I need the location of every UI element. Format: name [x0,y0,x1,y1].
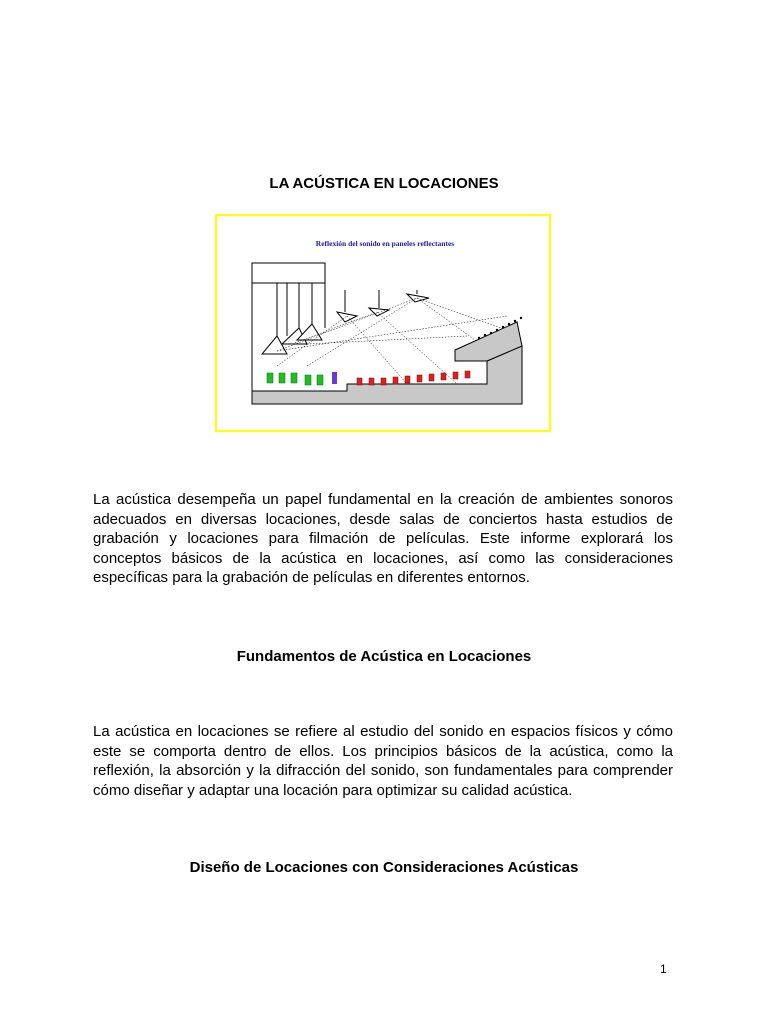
conductor [332,372,337,384]
fundamentos-paragraph: La acústica en locaciones se refiere al estudio del sonido en espacios físicos y cómo este se comporta dentro de ellos. Los principios básicos de la acústica, como la reflexión, la absorción y la difracción del sonido, son fundamentales para comprender cómo diseñar y adaptar una locación para optimizar su calidad acústica. [93,723,673,799]
document-title: LA ACÚSTICA EN LOCACIONES [269,175,499,192]
hall-cross-section-diagram [217,216,549,430]
performers [267,373,323,385]
intro-paragraph: La acústica desempeña un papel fundamental en la creación de ambientes sonoros adecuados en diversas locaciones, desde salas de conciertos hasta estudios de grabación y locaciones para filmación de películas. Este informe explorará los conceptos básicos de la acústica en locaciones, así como las consideraciones específicas para la grabación de películas en diferentes entornos. [93,491,673,586]
acoustic-reflection-figure [215,214,551,432]
audience-seats [357,371,470,385]
figure-caption: Reflexión del sonido en paneles reflectantes [315,239,455,248]
section-heading-diseno: Diseño de Locaciones con Consideraciones Acústicas [189,859,579,876]
section-heading-fundamentos: Fundamentos de Acústica en Locaciones [236,648,532,665]
page-number: 1 [660,962,667,976]
